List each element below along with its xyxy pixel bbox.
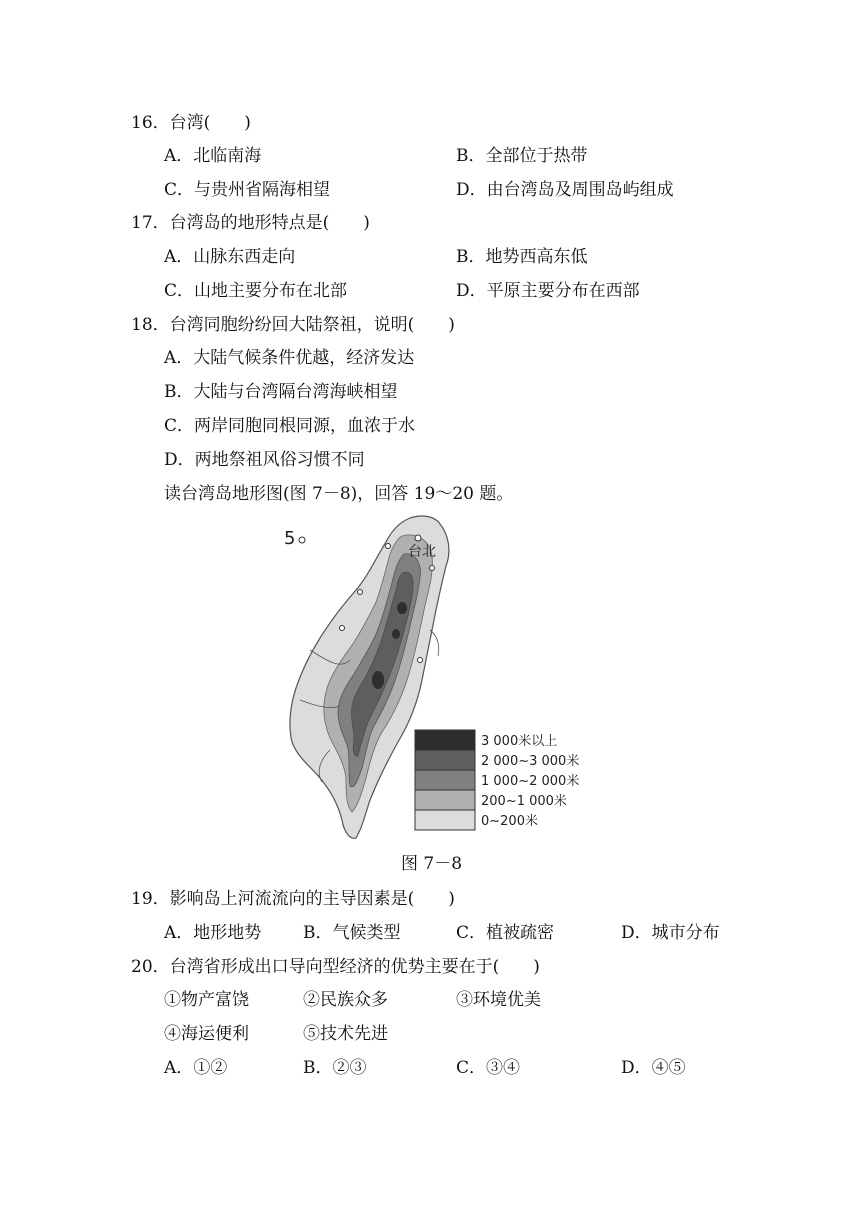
legend-swatch-0-200 bbox=[415, 810, 475, 830]
city-dot bbox=[415, 535, 421, 541]
q17-option-a: A．山脉东西走向 bbox=[164, 247, 296, 267]
city-dot bbox=[418, 658, 423, 663]
elevation-peak-central bbox=[392, 629, 400, 639]
q17-option-c: C．山地主要分布在北部 bbox=[164, 281, 348, 301]
figure-caption: 图 7－8 bbox=[401, 854, 463, 874]
q18-option-a: A．大陆气候条件优越，经济发达 bbox=[164, 348, 415, 368]
q16-option-a: A．北临南海 bbox=[164, 146, 262, 166]
q20-item-1: ①物产富饶 bbox=[164, 990, 249, 1010]
legend-swatch-3000-plus bbox=[415, 730, 475, 750]
legend-label: 1 000~2 000米 bbox=[481, 774, 580, 789]
q18-stem: 18．台湾同胞纷纷回大陆祭祖，说明( ) bbox=[131, 315, 455, 335]
legend-label: 3 000米以上 bbox=[481, 734, 558, 749]
q19-option-b: B．气候类型 bbox=[303, 923, 401, 943]
legend-label: 200~1 000米 bbox=[481, 794, 567, 809]
city-dot bbox=[358, 590, 363, 595]
q18-option-c: C．两岸同胞同根同源，血浓于水 bbox=[164, 416, 416, 436]
map-intro: 读台湾岛地形图(图 7－8)，回答 19～20 题。 bbox=[164, 484, 514, 504]
city-dot bbox=[340, 626, 345, 631]
q18-option-d: D．两地祭祖风俗习惯不同 bbox=[164, 450, 365, 470]
q19-stem: 19．影响岛上河流流向的主导因素是( ) bbox=[131, 889, 455, 909]
city-label-taipei: 台北 bbox=[408, 544, 436, 560]
legend-label: 2 000~3 000米 bbox=[481, 754, 580, 769]
city-dot bbox=[386, 544, 391, 549]
q20-option-d: D．④⑤ bbox=[621, 1058, 686, 1078]
q20-option-b: B．②③ bbox=[303, 1058, 367, 1078]
q17-option-d: D．平原主要分布在西部 bbox=[456, 281, 640, 301]
q20-item-4: ④海运便利 bbox=[164, 1024, 249, 1044]
elevation-zone-3000-plus bbox=[372, 671, 384, 689]
q20-item-5: ⑤技术先进 bbox=[303, 1024, 388, 1044]
q19-option-d: D．城市分布 bbox=[621, 923, 720, 943]
q16-stem: 16．台湾( ) bbox=[131, 113, 251, 133]
q17-stem: 17．台湾岛的地形特点是( ) bbox=[131, 213, 370, 233]
q16-option-b: B．全部位于热带 bbox=[456, 146, 588, 166]
q20-stem: 20．台湾省形成出口导向型经济的优势主要在于( ) bbox=[131, 957, 540, 977]
q17-option-b: B．地势西高东低 bbox=[456, 247, 588, 267]
corner-circle bbox=[299, 537, 305, 543]
taiwan-terrain-map bbox=[270, 510, 600, 850]
legend-swatch-2000-3000 bbox=[415, 750, 475, 770]
q19-option-c: C．植被疏密 bbox=[456, 923, 555, 943]
q16-option-d: D．由台湾岛及周围岛屿组成 bbox=[456, 180, 674, 200]
legend-swatch-1000-2000 bbox=[415, 770, 475, 790]
legend-swatch-200-1000 bbox=[415, 790, 475, 810]
q20-item-2: ②民族众多 bbox=[303, 990, 388, 1010]
q19-option-a: A．地形地势 bbox=[164, 923, 262, 943]
legend-label: 0~200米 bbox=[481, 814, 538, 829]
q20-item-3: ③环境优美 bbox=[456, 990, 541, 1010]
city-dot bbox=[430, 566, 435, 571]
q16-option-c: C．与贵州省隔海相望 bbox=[164, 180, 331, 200]
elevation-peak-north bbox=[397, 602, 407, 614]
q20-option-c: C．③④ bbox=[456, 1058, 521, 1078]
map-legend bbox=[415, 730, 579, 830]
q20-option-a: A．①② bbox=[164, 1058, 228, 1078]
q18-option-b: B．大陆与台湾隔台湾海峡相望 bbox=[164, 382, 398, 402]
map-corner-mark: 5 bbox=[284, 528, 296, 549]
